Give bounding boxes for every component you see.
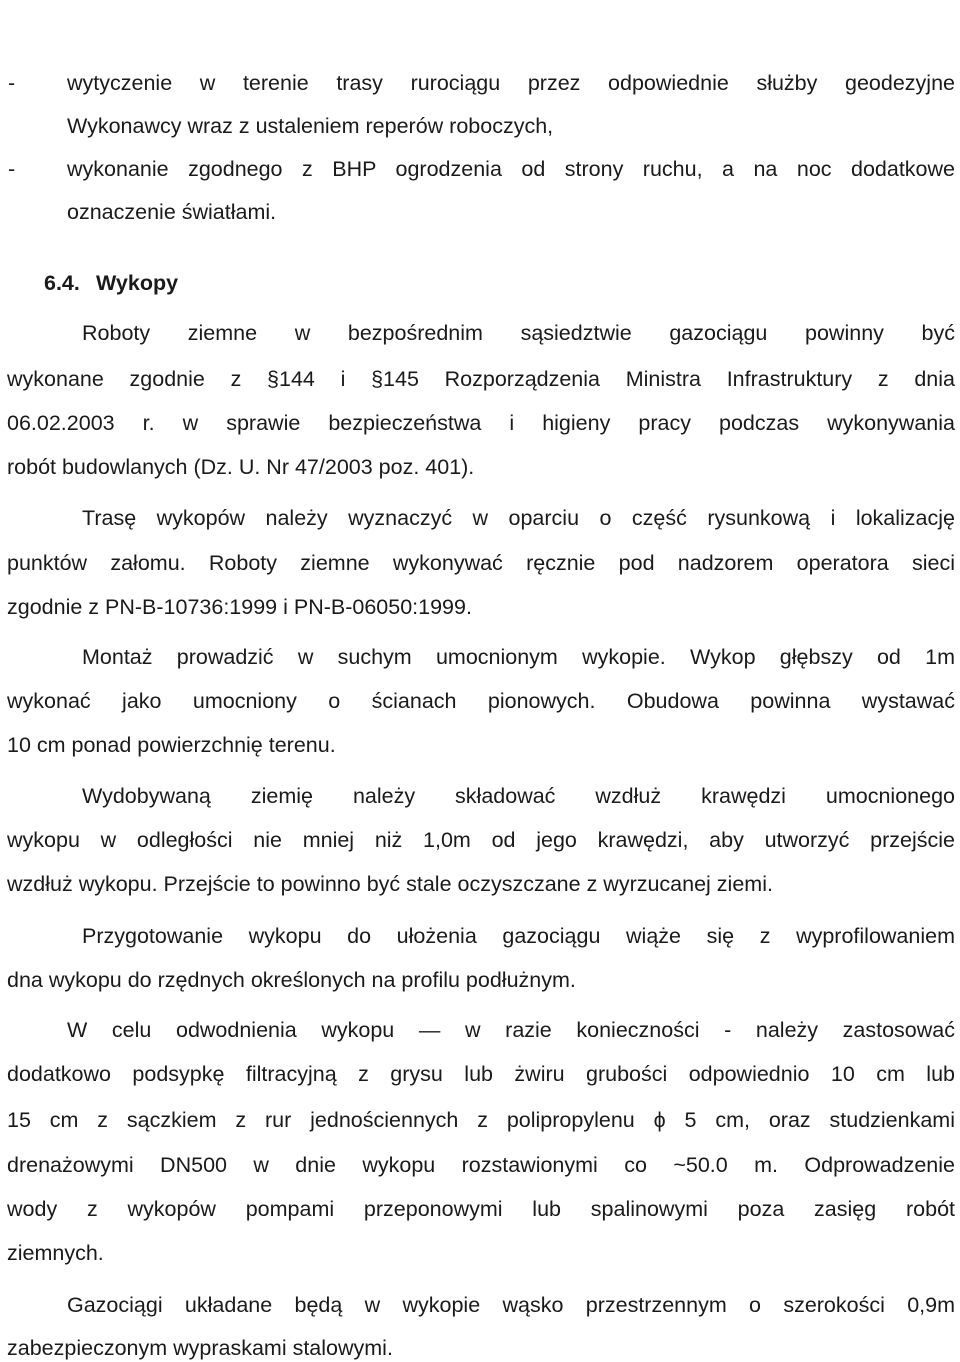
paragraph-line: wody z wykopów pompami przeponowymi lub spalinowymi poza zasięg robót [7,1197,955,1221]
paragraph-line: ziemnych. [7,1241,104,1265]
paragraph-line: 10 cm ponad powierzchnię terenu. [7,733,336,757]
bullet-line: wykonanie zgodnego z BHP ogrodzenia od strony ruchu, a na noc dodatkowe [67,157,955,181]
paragraph-line: W celu odwodnienia wykopu — w razie konieczności - należy zastosować [67,1018,955,1042]
paragraph-line: zgodnie z PN-B-10736:1999 i PN-B-06050:1999. [7,595,472,619]
paragraph-line: dna wykopu do rzędnych określonych na profilu podłużnym. [7,968,576,992]
paragraph-line: Gazociągi układane będą w wykopie wąsko przestrzennym o szerokości 0,9m [67,1293,955,1317]
paragraph-line: drenażowymi DN500 w dnie wykopu rozstawionymi co ~50.0 m. Odprowadzenie [7,1153,955,1177]
bullet-marker: - [8,157,16,181]
bullet-line: oznaczenie światłami. [67,200,277,224]
paragraph-line: wykopu w odległości nie mniej niż 1,0m od jego krawędzi, aby utworzyć przejście [7,828,955,852]
paragraph-line: Roboty ziemne w bezpośrednim sąsiedztwie gazociągu powinny być [82,321,955,345]
section-title: Wykopy [96,271,179,295]
bullet-marker: - [8,71,16,95]
paragraph-line: 06.02.2003 r. w sprawie bezpieczeństwa i higieny pracy podczas wykonywania [7,411,955,435]
paragraph-line: Wydobywaną ziemię należy składować wzdłuż krawędzi umocnionego [82,784,955,808]
paragraph-line: wykonane zgodnie z §144 i §145 Rozporządzenia Ministra Infrastruktury z dnia [7,367,955,391]
paragraph-line: Montaż prowadzić w suchym umocnionym wykopie. Wykop głębszy od 1m [82,645,955,669]
paragraph-line: Trasę wykopów należy wyznaczyć w oparciu o część rysunkową i lokalizację [82,506,955,530]
paragraph-line: zabezpieczonym wypraskami stalowymi. [7,1336,393,1360]
paragraph-line: wykonać jako umocniony o ścianach pionowych. Obudowa powinna wystawać [7,689,955,713]
bullet-line: wytyczenie w terenie trasy rurociągu przez odpowiednie służby geodezyjne [67,71,955,95]
paragraph-line: robót budowlanych (Dz. U. Nr 47/2003 poz. 401). [7,455,475,479]
paragraph-line: 15 cm z sączkiem z rur jednościennych z polipropylenu ϕ 5 cm, oraz studzienkami [7,1108,955,1132]
paragraph-line: dodatkowo podsypkę filtracyjną z grysu lub żwiru grubości odpowiednio 10 cm lub [7,1062,955,1086]
paragraph-line: Przygotowanie wykopu do ułożenia gazociągu wiąże się z wyprofilowaniem [82,924,955,948]
section-number: 6.4. [44,271,80,295]
paragraph-line: wzdłuż wykopu. Przejście to powinno być stale oczyszczane z wyrzucanej ziemi. [7,872,773,896]
paragraph-line: punktów załomu. Roboty ziemne wykonywać ręcznie pod nadzorem operatora sieci [7,551,955,575]
bullet-line: Wykonawcy wraz z ustaleniem reperów roboczych, [67,114,554,138]
